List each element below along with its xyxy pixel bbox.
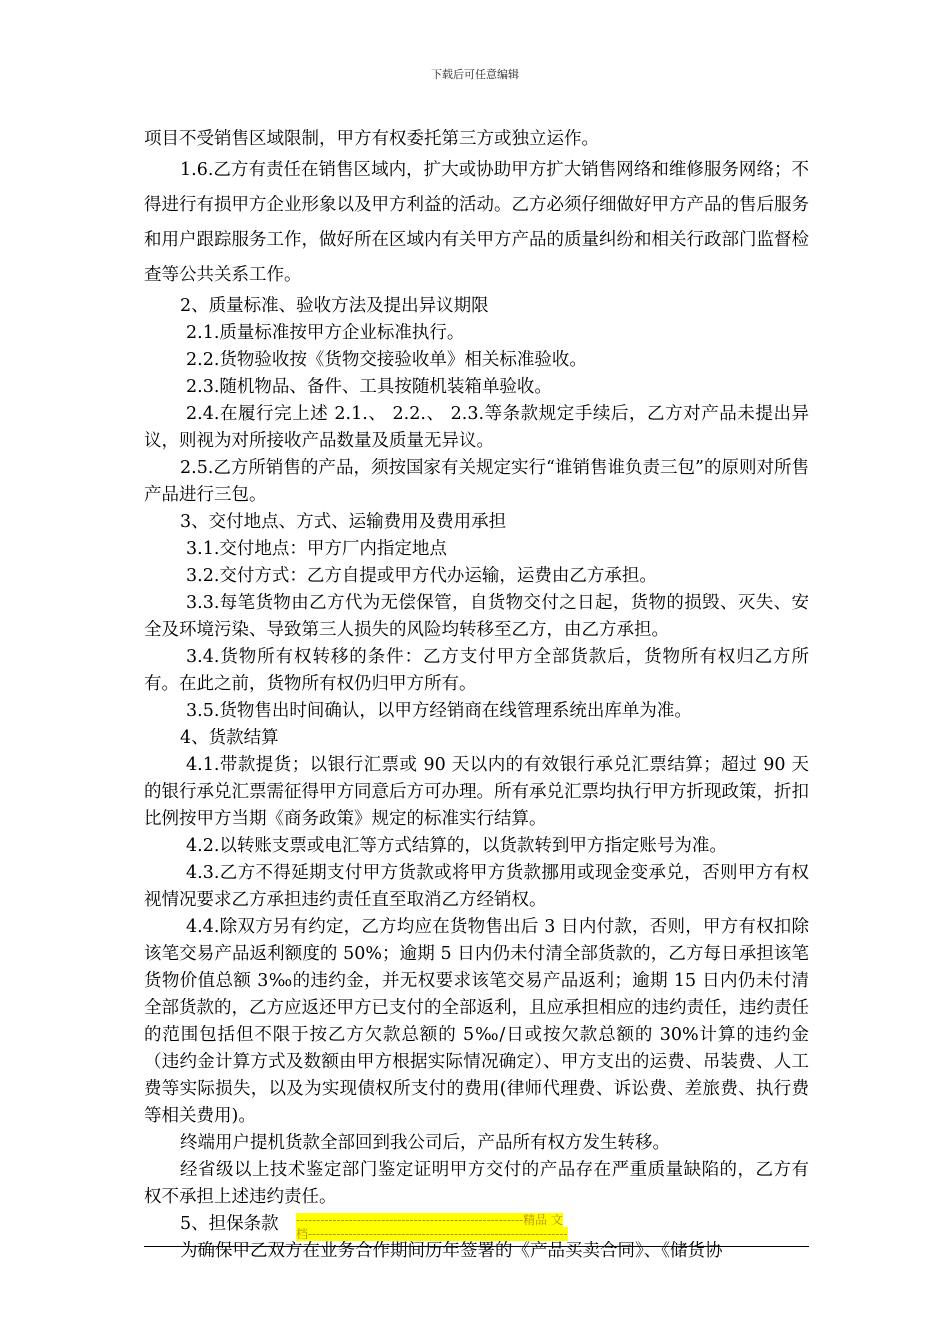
- clause-4-3: 4.3.乙方不得延期支付甲方货款或将甲方货款挪用或现金变承兑，否则甲方有权视情况要求乙方承担违约责任直至取消乙方经销权。: [144, 863, 809, 910]
- page-footer: [296, 1213, 568, 1241]
- clause-3-2: 3.2.交付方式：乙方自提或甲方代办运输，运费由乙方承担。: [186, 566, 657, 586]
- page-header: 下载后可任意编辑: [431, 68, 519, 81]
- clause-4-4: 4.4.除双方另有约定，乙方均应在货物售出后 3 日内付款，否则，甲方有权扣除该笔交易产品返利额度的 50%；逾期 5 日内仍未付清全部货款的，乙方每日承担该笔货物价值总额 3‰的违约金，并无权要求该笔交易产品返利；逾期 15 日内仍未付清全部货款的，乙方应返还甲方已支付的全部返利，且应承担相应的违约责任，违约责任的范围包括但不限于按乙方欠款总额的 5‰/日或按欠款总额的 30%计算的违约金（违约金计算方式及数额由甲方根据实际情况确定）、甲方支出的运费、吊装费、人工费等实际损失，以及为实现债权所支付的费用(律师代理费、诉讼费、差旅费、执行费等相关费用)。: [144, 917, 809, 1126]
- section-5-heading: 5、担保条款: [180, 1214, 279, 1234]
- section-2-heading: 2、质量标准、验收方法及提出异议期限: [180, 296, 489, 316]
- clause-3-1: 3.1.交付地点：甲方厂内指定地点: [186, 539, 447, 559]
- clause-2-3: 2.3.随机物品、备件、工具按随机装箱单验收。: [186, 377, 552, 397]
- clause-3-4: 3.4.货物所有权转移的条件：乙方支付甲方全部货款后，货物所有权归乙方所有。在此之前，货物所有权仍归甲方所有。: [144, 647, 809, 694]
- clause-3-3: 3.3.每笔货物由乙方代为无偿保管，自货物交付之日起，货物的损毁、灭失、安全及环境污染、导致第三人损失的风险均转移至乙方，由乙方承担。: [144, 593, 809, 640]
- paragraph-ownership-transfer: 终端用户提机货款全部回到我公司后，产品所有权方发生转移。: [180, 1133, 670, 1153]
- paragraph-quality-defect: 经省级以上技术鉴定部门鉴定证明甲方交付的产品存在严重质量缺陷的，乙方有权不承担上述违约责任。: [144, 1160, 809, 1207]
- clause-2-4: 2.4.在履行完上述 2.1.、 2.2.、 2.3.等条款规定手续后，乙方对产品未提出异议，则视为对所接收产品数量及质量无异议。: [144, 404, 809, 451]
- section-4-heading: 4、货款结算: [180, 728, 279, 748]
- document-body: [144, 126, 809, 1265]
- footer-line-1: --------------------------------------------------------精品 文: [296, 1213, 563, 1227]
- footer-line-2: 档----------------------------------------------------------------: [296, 1227, 568, 1241]
- clause-1-6: 1.6.乙方有责任在销售区域内，扩大或协助甲方扩大销售网络和维修服务网络；不得进行有损甲方企业形象以及甲方利益的活动。乙方必须仔细做好甲方产品的售后服务和用户跟踪服务工作，做好所在区域内有关甲方产品的质量纠纷和相关行政部门监督检查等公共关系工作。: [144, 160, 809, 285]
- paragraph-guarantee: 为确保甲乙双方在业务合作期间历年签署的《产品买卖合同》、《储货协: [180, 1241, 723, 1261]
- clause-2-1: 2.1.质量标准按甲方企业标准执行。: [186, 323, 465, 343]
- clause-4-2: 4.2.以转账支票或电汇等方式结算的，以货款转到甲方指定账号为准。: [186, 836, 727, 856]
- clause-2-5: 2.5.乙方所销售的产品，须按国家有关规定实行“谁销售谁负责三包”的原则对所售产品进行三包。: [144, 458, 809, 505]
- clause-2-2: 2.2.货物验收按《货物交接验收单》相关标准验收。: [186, 350, 587, 370]
- section-3-heading: 3、交付地点、方式、运输费用及费用承担: [180, 512, 507, 532]
- footer-divider: [144, 1246, 809, 1247]
- paragraph-intro: 项目不受销售区域限制，甲方有权委托第三方或独立运作。: [144, 129, 599, 149]
- clause-3-5: 3.5.货物售出时间确认，以甲方经销商在线管理系统出库单为准。: [186, 701, 692, 721]
- clause-4-1: 4.1.带款提货；以银行汇票或 90 天以内的有效银行承兑汇票结算；超过 90 天的银行承兑汇票需征得甲方同意后方可办理。所有承兑汇票均执行甲方折现政策，折扣比例按甲方当期《商务政策》规定的标准实行结算。: [144, 755, 809, 829]
